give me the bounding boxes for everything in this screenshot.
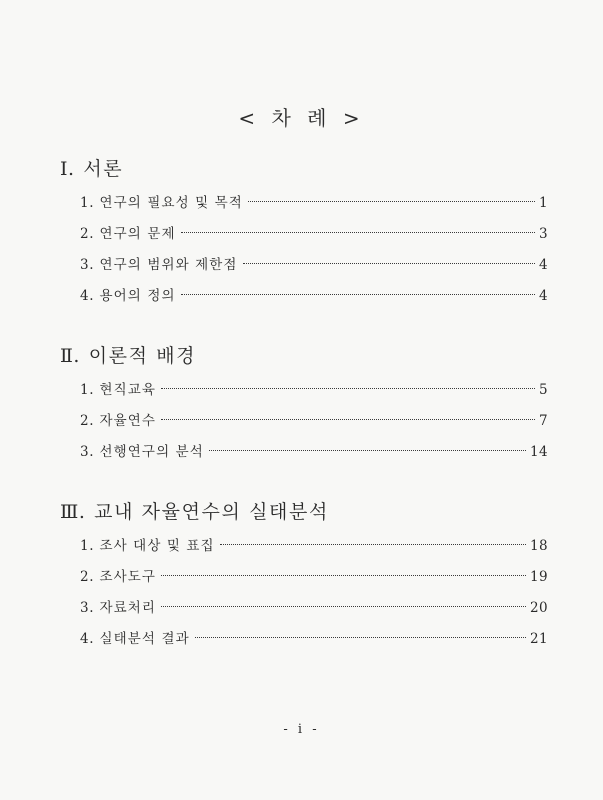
toc-entry-number: 2. xyxy=(80,412,95,429)
toc-entry-label xyxy=(80,381,157,398)
section-heading-label: 이론적 배경 xyxy=(88,345,197,367)
toc-entry[interactable] xyxy=(0,629,603,646)
toc-entry-number: 4. xyxy=(80,630,95,647)
toc-entry-page-number: 14 xyxy=(530,443,548,460)
toc-entry-number: 3. xyxy=(80,443,95,460)
toc-entry-number: 1. xyxy=(80,194,95,211)
toc-entry[interactable] xyxy=(0,442,603,459)
section-heading[interactable] xyxy=(0,347,603,366)
toc-entry-label xyxy=(80,568,157,585)
toc-entry[interactable] xyxy=(0,224,603,241)
dot-leader xyxy=(195,629,526,643)
toc-entry-label xyxy=(80,412,157,429)
toc-entry[interactable] xyxy=(0,536,603,553)
section-heading[interactable] xyxy=(0,503,603,522)
section-numeral: Ⅰ xyxy=(60,158,69,180)
toc-entry-label xyxy=(80,599,157,616)
toc-entry-label xyxy=(80,194,243,211)
toc-section xyxy=(0,347,603,459)
toc-entry-number: 2. xyxy=(80,568,95,585)
toc-entry-number: 1. xyxy=(80,537,95,554)
toc-entry-title: 실태분석 결과 xyxy=(99,630,190,647)
toc-entry[interactable] xyxy=(0,598,603,615)
section-spacer xyxy=(0,473,603,503)
toc-entry-page-number: 4 xyxy=(539,287,548,304)
dot-leader xyxy=(181,224,535,238)
dot-leader xyxy=(220,536,526,550)
page-footer: - i - xyxy=(283,722,320,737)
toc-entry-label xyxy=(80,537,215,554)
dot-leader xyxy=(161,411,535,425)
toc-entry-page-number: 18 xyxy=(530,537,548,554)
section-numeral: Ⅱ xyxy=(60,345,74,367)
toc-entry-title: 연구의 문제 xyxy=(99,225,176,242)
dot-leader xyxy=(161,598,526,612)
section-separator: . xyxy=(78,501,87,523)
dot-leader xyxy=(161,567,526,581)
toc-entry-title: 자료처리 xyxy=(99,599,157,616)
page-title: < 차 례 > xyxy=(238,106,365,130)
toc-entry-label xyxy=(80,287,176,304)
toc-content xyxy=(0,160,603,660)
section-spacer xyxy=(0,317,603,347)
toc-entry[interactable] xyxy=(0,286,603,303)
toc-entry-label xyxy=(80,443,204,460)
toc-entry[interactable] xyxy=(0,255,603,272)
section-heading-label: 서론 xyxy=(83,158,124,180)
toc-entry-title: 자율연수 xyxy=(99,412,157,429)
section-separator: . xyxy=(73,345,82,367)
section-numeral: Ⅲ xyxy=(60,501,79,523)
toc-entry-title: 선행연구의 분석 xyxy=(99,443,204,460)
toc-entry-page-number: 7 xyxy=(539,412,548,429)
toc-section xyxy=(0,160,603,303)
toc-entry-title: 현직교육 xyxy=(99,381,157,398)
toc-entry-page-number: 4 xyxy=(539,256,548,273)
toc-entry-label xyxy=(80,225,176,242)
dot-leader xyxy=(243,255,535,269)
section-separator: . xyxy=(68,158,77,180)
toc-entry-label xyxy=(80,256,238,273)
toc-entry-page-number: 19 xyxy=(530,568,548,585)
toc-entry[interactable] xyxy=(0,380,603,397)
toc-entry[interactable] xyxy=(0,193,603,210)
section-heading-label: 교내 자율연수의 실태분석 xyxy=(94,501,329,523)
toc-entry-page-number: 20 xyxy=(530,599,548,616)
toc-entry-title: 조사 대상 및 표집 xyxy=(99,537,215,554)
toc-entry-page-number: 3 xyxy=(539,225,548,242)
toc-entry-title: 용어의 정의 xyxy=(99,287,176,304)
dot-leader xyxy=(161,380,535,394)
toc-entry-number: 3. xyxy=(80,256,95,273)
toc-entry-title: 조사도구 xyxy=(99,568,157,585)
toc-entry-page-number: 1 xyxy=(539,194,548,211)
toc-entry-page-number: 21 xyxy=(530,630,548,647)
toc-entry[interactable] xyxy=(0,411,603,428)
toc-section xyxy=(0,503,603,646)
dot-leader xyxy=(209,442,526,456)
toc-entry-number: 2. xyxy=(80,225,95,242)
dot-leader xyxy=(181,286,535,300)
toc-entry-label xyxy=(80,630,190,647)
section-heading[interactable] xyxy=(0,160,603,179)
toc-entry-title: 연구의 범위와 제한점 xyxy=(99,256,238,273)
toc-entry-page-number: 5 xyxy=(539,381,548,398)
toc-entry[interactable] xyxy=(0,567,603,584)
toc-entry-number: 1. xyxy=(80,381,95,398)
toc-entry-number: 4. xyxy=(80,287,95,304)
toc-entry-number: 3. xyxy=(80,599,95,616)
dot-leader xyxy=(248,193,535,207)
toc-entry-title: 연구의 필요성 및 목적 xyxy=(99,194,243,211)
